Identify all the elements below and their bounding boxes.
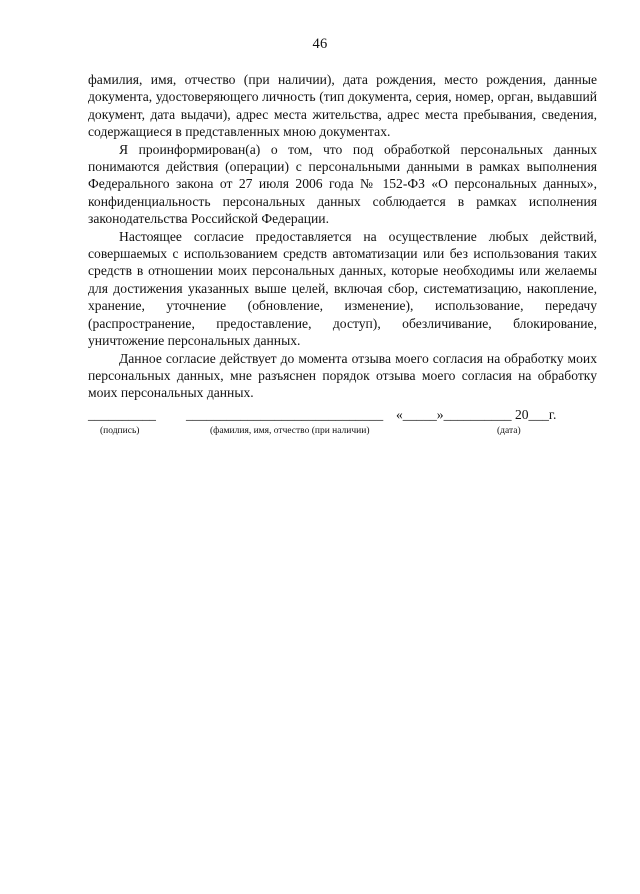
date-blank: «_____»__________ 20___г. — [396, 407, 557, 422]
signature-blank: __________ — [88, 407, 156, 422]
page-number: 46 — [312, 36, 328, 52]
name-caption: (фамилия, имя, отчество (при наличии) — [210, 426, 370, 436]
paragraph-consent-validity: Данное согласие действует до момента отзыва моего согласия на обработку моих персональных данных, мне разъяснен порядок отзыва моего согласия на обработку моих персональных данных. — [88, 350, 597, 401]
date-caption: (дата) — [497, 426, 521, 436]
paragraph-consent-scope: Настоящее согласие предоставляется на осуществление любых действий, совершаемых с использованием средств автоматизации или без использования таких средств в отношении моих персональных данных, которые необходимы или желаемы для достижения указанных выше целей, включая сбор, систематизацию, накопление, хранение, уточнение (обновление, изменение), использование, передачу (распространение, предоставление, доступ), обезличивание, блокирование, уничтожение персональных данных. — [88, 228, 597, 349]
consent-text — [88, 71, 597, 402]
name-blank: _____________________________ — [186, 407, 384, 422]
signature-caption: (подпись) — [100, 426, 140, 436]
paragraph-processing-definition: Я проинформирован(а) о том, что под обработкой персональных данных понимаются действия (операции) с персональными данными в рамках выполнения Федерального закона от 27 июля 2006 года № 152-ФЗ «О персональных данных», конфиденциальность персональных данных соблюдается в рамках исполнения законодательства Российской Федерации. — [88, 141, 597, 227]
paragraph-personal-data-list: фамилия, имя, отчество (при наличии), дата рождения, место рождения, данные документа, удостоверяющего личность (тип документа, серия, номер, орган, выдавший документ, дата выдачи), адрес места жительства, адрес места пребывания, сведения, содержащиеся в представленных мною документах. — [88, 72, 597, 140]
